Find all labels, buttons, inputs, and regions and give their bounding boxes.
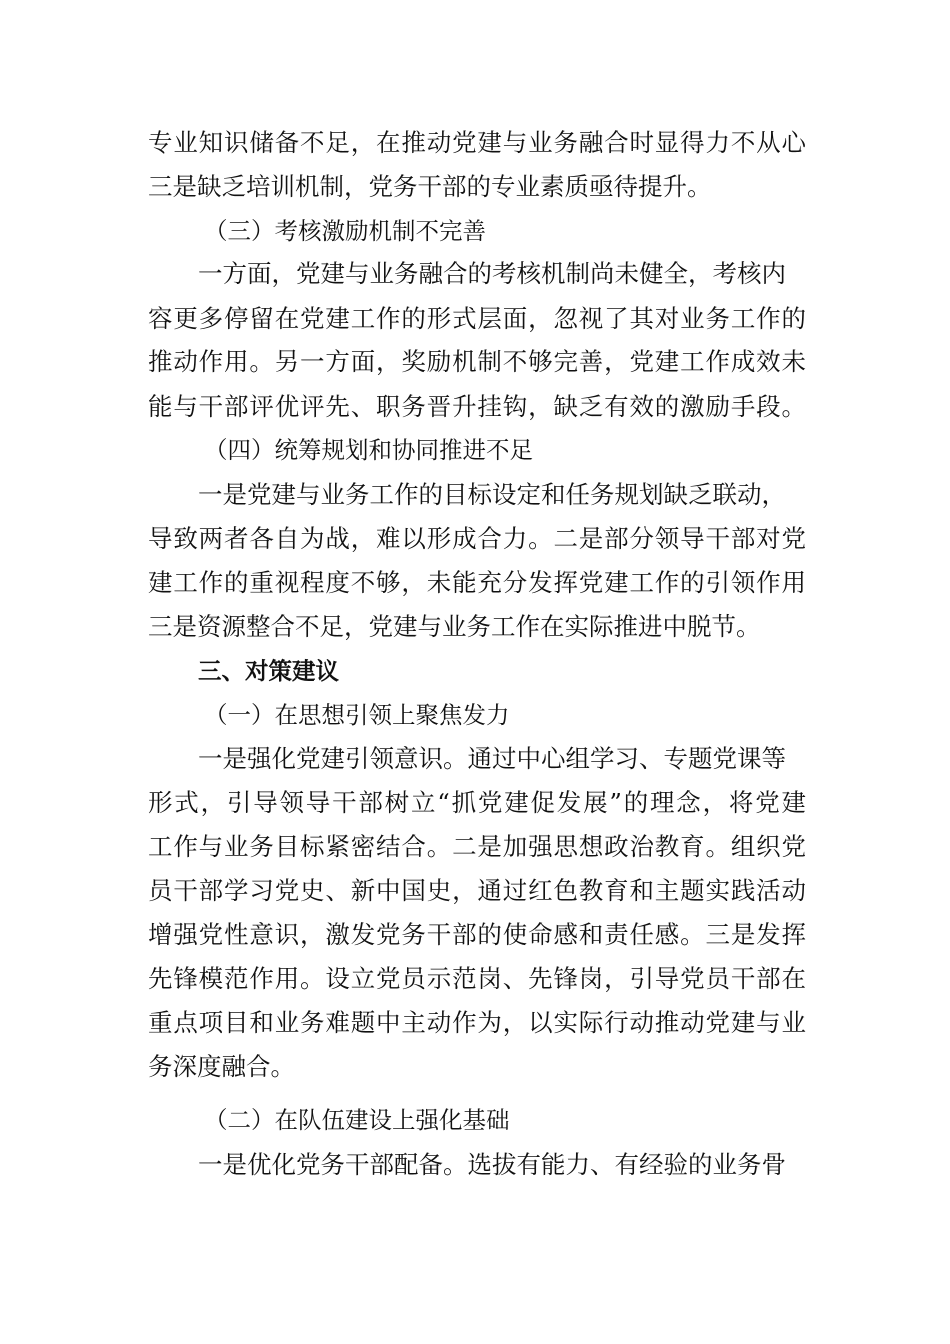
paragraph-line: 工作与业务目标紧密结合。二是加强思想政治教育。组织党 — [148, 832, 806, 861]
paragraph-line: 能与干部评优评先、职务晋升挂钩，缺乏有效的激励手段。 — [148, 392, 806, 421]
paragraph-line: 一是强化党建引领意识。通过中心组学习、专题党课等 — [198, 744, 786, 773]
paragraph-line: 容更多停留在党建工作的形式层面，忽视了其对业务工作的 — [148, 304, 806, 333]
paragraph-line: 推动作用。另一方面，奖励机制不够完善，党建工作成效未 — [148, 347, 806, 376]
paragraph-line: 务深度融合。 — [148, 1052, 295, 1081]
paragraph-line: 重点项目和业务难题中主动作为，以实际行动推动党建与业 — [148, 1008, 806, 1037]
section-heading: （二）在队伍建设上强化基础 — [204, 1106, 510, 1134]
paragraph-line: 三是缺乏培训机制，党务干部的专业素质亟待提升。 — [148, 172, 712, 201]
chapter-heading: 三、对策建议 — [198, 657, 339, 685]
section-heading: （三）考核激励机制不完善 — [204, 217, 486, 245]
paragraph-line: 增强党性意识，激发党务干部的使命感和责任感。三是发挥 — [148, 920, 806, 949]
paragraph-line: 一是优化党务干部配备。选拔有能力、有经验的业务骨 — [198, 1150, 786, 1179]
paragraph-line: 导致两者各自为战，难以形成合力。二是部分领导干部对党 — [148, 524, 806, 553]
paragraph-line: 一是党建与业务工作的目标设定和任务规划缺乏联动， — [198, 480, 786, 509]
paragraph-line: 先锋模范作用。设立党员示范岗、先锋岗，引导党员干部在 — [148, 964, 806, 993]
paragraph-line: 员干部学习党史、新中国史，通过红色教育和主题实践活动 — [148, 876, 806, 905]
paragraph-line: 建工作的重视程度不够，未能充分发挥党建工作的引领作用 — [148, 568, 806, 597]
paragraph-line: 一方面，党建与业务融合的考核机制尚未健全，考核内 — [198, 259, 786, 288]
section-heading: （四）统筹规划和协同推进不足 — [204, 436, 533, 464]
paragraph-line: 形式，引导领导干部树立“抓党建促发展”的理念，将党建 — [148, 788, 806, 817]
paragraph-line: 专业知识储备不足，在推动党建与业务融合时显得力不从心 — [148, 128, 806, 157]
section-heading: （一）在思想引领上聚焦发力 — [204, 701, 510, 729]
paragraph-line: 三是资源整合不足，党建与业务工作在实际推进中脱节。 — [148, 612, 761, 641]
